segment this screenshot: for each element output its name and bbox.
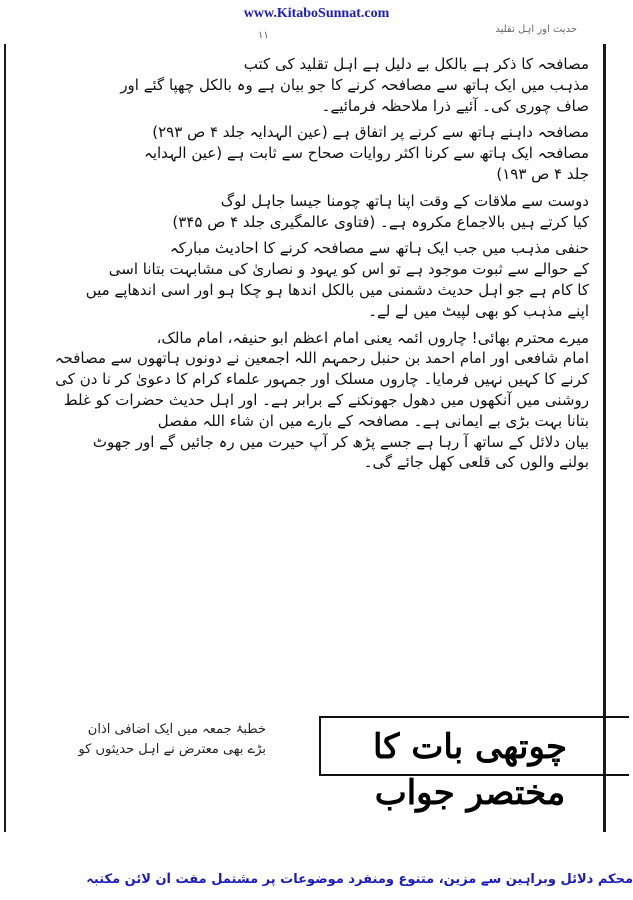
body-line: کا کام ہے جو اہل حدیث دشمنی میں بالکل اندھا ہو چکا ہو اور اسی اندھاپے میں	[85, 280, 589, 299]
body-line: مصافحہ داہنے ہاتھ سے کرنے پر اتفاق ہے (عین الہدایہ جلد ۴ ص ۲۹۳)	[152, 123, 589, 142]
body-line: کیا کرتے ہیں بالاجماع مکروہ ہے۔ (فتاوی عالمگیری جلد ۴ ص ۳۴۵)	[172, 212, 589, 231]
page-number: ۱۱	[258, 30, 269, 41]
body-line: روشنی میں آنکھوں میں دھول جھونکنے کے برابر ہے۔ اور اہل حدیث حضرات کو غلط	[63, 390, 589, 409]
page-running-header: حدیث اور اہل تقلید	[495, 24, 577, 35]
body-line: میرے محترم بھائی! چاروں ائمہ یعنی امام اعظم ابو حنیفہ، امام مالک،	[156, 328, 589, 347]
body-line: امام شافعی اور امام احمد بن حنبل رحمہم اللہ اجمعین نے دونوں ہاتھوں سے مصافحہ	[54, 349, 589, 368]
body-line: اپنے مذہب کو بھی لپیٹ میں لے لے۔	[368, 301, 589, 320]
body-line: مذہب میں ایک ہاتھ سے مصافحہ کرنے کا جو بیان ہے وہ بالکل چھپا گئے اور	[120, 75, 589, 94]
body-line: حنفی مذہب میں جب ایک ہاتھ سے مصافحہ کرنے کا احادیث مبارکہ	[169, 239, 589, 258]
section-headline: چوتھی بات کا مختصر جواب	[372, 727, 568, 813]
body-text	[24, 54, 589, 473]
body-line: بولنے والوں کی قلعی کھل جائے گی۔	[363, 453, 589, 472]
body-line: صاف چوری کی۔ آئیے ذرا ملاحظہ فرمائیے۔	[321, 96, 589, 115]
body-line: دوست سے ملاقات کے وقت اپنا ہاتھ چومنا جیسا جاہل لوگ	[220, 191, 589, 210]
body-line: مصافحہ ایک ہاتھ سے کرنا اکثر روایات صحاح سے ثابت ہے (عین الہدایہ	[144, 144, 589, 163]
body-line: کرنے کا کہیں نہیں فرمایا۔ چاروں مسلک اور جمہور علماء کرام کا دعویٰ کر نا دن کی	[55, 370, 589, 389]
body-line: بیان دلائل کے ساتھ آ رہا ہے جسے پڑھ کر آپ حیرت میں رہ جائیں گے اور جھوٹ	[92, 432, 589, 451]
sidenote-line: بڑے بھی معترض نے اہل حدیثوں کو	[78, 742, 266, 757]
sidenote	[30, 720, 266, 760]
body-line: جلد ۴ ص ۱۹۳)	[496, 164, 589, 183]
body-line: بتانا بہت بڑی بے ایمانی ہے۔ مصافحہ کے بارے میں ان شاء اللہ مفصل	[157, 411, 589, 430]
body-line: کے حوالے سے ثبوت موجود ہے تو اس کو یہود و نصاریٰ کی مشابہت بتانا اسی	[108, 260, 589, 279]
sidenote-line: خطبۂ جمعہ میں ایک اضافی اذان	[87, 722, 266, 737]
body-line: مصافحہ کا ذکر ہے بالکل بے دلیل ہے اہل تقلید کی کتب	[243, 55, 589, 73]
scanned-page	[4, 44, 606, 832]
footer-tagline: محکم دلائل وبراہین سے مزین، متنوع ومنفرد موضوعات پر مشتمل مفت آن لائن مکتبہ	[86, 872, 633, 887]
site-url[interactable]: www.KitaboSunnat.com	[243, 6, 390, 21]
